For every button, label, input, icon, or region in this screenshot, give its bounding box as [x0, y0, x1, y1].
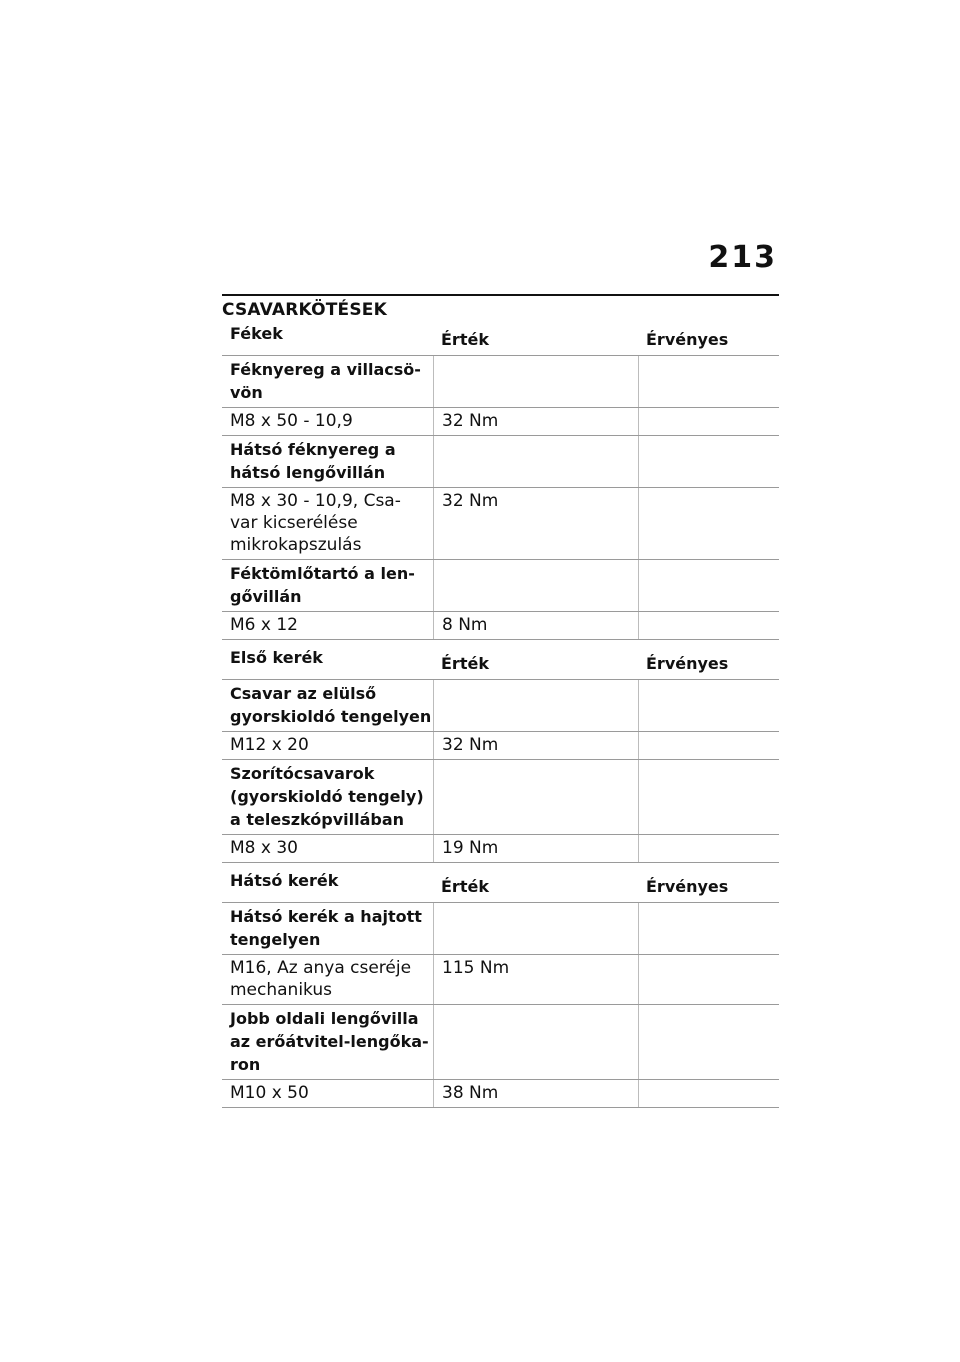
- valid-cell: [638, 760, 779, 834]
- column-header-valid: Érvényes: [646, 877, 729, 896]
- section-title: CSAVARKÖTÉSEK: [222, 300, 387, 320]
- valid-cell: [638, 408, 779, 435]
- fastener-label: M6 x 12: [230, 615, 298, 635]
- valid-cell: [638, 835, 779, 862]
- table-header: [222, 322, 779, 355]
- column-header-component: Első kerék: [230, 648, 323, 667]
- fastener-label: M10 x 50: [230, 1083, 309, 1103]
- fastener-label: M16, Az anya cseréje mechanikus: [230, 958, 412, 1000]
- valid-cell: [638, 680, 779, 731]
- value-cell: [433, 1005, 638, 1079]
- value-cell: [433, 436, 638, 487]
- group-label: Féktömlőtartó a len- gővillán: [230, 564, 415, 606]
- table-row: [222, 355, 779, 407]
- fastener-label: M8 x 30 - 10,9, Csa- var kicserélése mikrokapszulás: [230, 491, 401, 555]
- group-label: Jobb oldali lengővilla az erőátvitel-lengőka- ron: [230, 1009, 429, 1074]
- table-row: [222, 435, 779, 487]
- valid-cell: [638, 612, 779, 639]
- torque-tables: [222, 322, 779, 1114]
- column-header-value: Érték: [441, 330, 489, 349]
- valid-cell: [638, 903, 779, 954]
- table-row: [222, 902, 779, 954]
- table-row: [222, 611, 779, 640]
- valid-cell: [638, 488, 779, 559]
- group-label: Csavar az elülső gyorskioldó tengelyen: [230, 684, 432, 726]
- valid-cell: [638, 732, 779, 759]
- column-header-value: Érték: [441, 877, 489, 896]
- value-cell: [433, 903, 638, 954]
- valid-cell: [638, 1005, 779, 1079]
- group-label: Hátsó féknyereg a hátsó lengővillán: [230, 440, 396, 482]
- value-cell: [433, 680, 638, 731]
- table-row: [222, 834, 779, 863]
- table-row: [222, 954, 779, 1004]
- valid-cell: [638, 356, 779, 407]
- front-wheel-table: [222, 646, 779, 863]
- torque-value: 32 Nm: [433, 408, 638, 435]
- valid-cell: [638, 955, 779, 1004]
- torque-value: 8 Nm: [433, 612, 638, 639]
- value-cell: [433, 760, 638, 834]
- top-rule: [222, 294, 779, 296]
- valid-cell: [638, 1080, 779, 1107]
- torque-value: 32 Nm: [433, 488, 638, 559]
- group-label: Szorítócsavarok (gyorskioldó tengely) a teleszkópvillában: [230, 764, 424, 829]
- column-header-valid: Érvényes: [646, 330, 729, 349]
- fastener-label: M8 x 30: [230, 838, 298, 858]
- column-header-component: Fékek: [230, 324, 283, 343]
- torque-value: 19 Nm: [433, 835, 638, 862]
- rear-wheel-table: [222, 869, 779, 1108]
- brakes-table: [222, 322, 779, 640]
- table-row: [222, 731, 779, 759]
- torque-value: 38 Nm: [433, 1080, 638, 1107]
- valid-cell: [638, 436, 779, 487]
- valid-cell: [638, 560, 779, 611]
- table-row: [222, 1079, 779, 1108]
- table-row: [222, 1004, 779, 1079]
- table-header: [222, 869, 779, 902]
- fastener-label: M8 x 50 - 10,9: [230, 411, 353, 431]
- torque-value: 32 Nm: [433, 732, 638, 759]
- table-row: [222, 407, 779, 435]
- group-label: Féknyereg a villacsö- vön: [230, 360, 421, 402]
- column-header-valid: Érvényes: [646, 654, 729, 673]
- column-header-value: Érték: [441, 654, 489, 673]
- table-row: [222, 559, 779, 611]
- fastener-label: M12 x 20: [230, 735, 309, 755]
- column-header-component: Hátsó kerék: [230, 871, 339, 890]
- table-header: [222, 646, 779, 679]
- torque-value: 115 Nm: [433, 955, 638, 1004]
- group-label: Hátsó kerék a hajtott tengelyen: [230, 907, 422, 949]
- page-number: 213: [708, 240, 777, 275]
- table-row: [222, 487, 779, 559]
- value-cell: [433, 356, 638, 407]
- value-cell: [433, 560, 638, 611]
- table-row: [222, 679, 779, 731]
- table-row: [222, 759, 779, 834]
